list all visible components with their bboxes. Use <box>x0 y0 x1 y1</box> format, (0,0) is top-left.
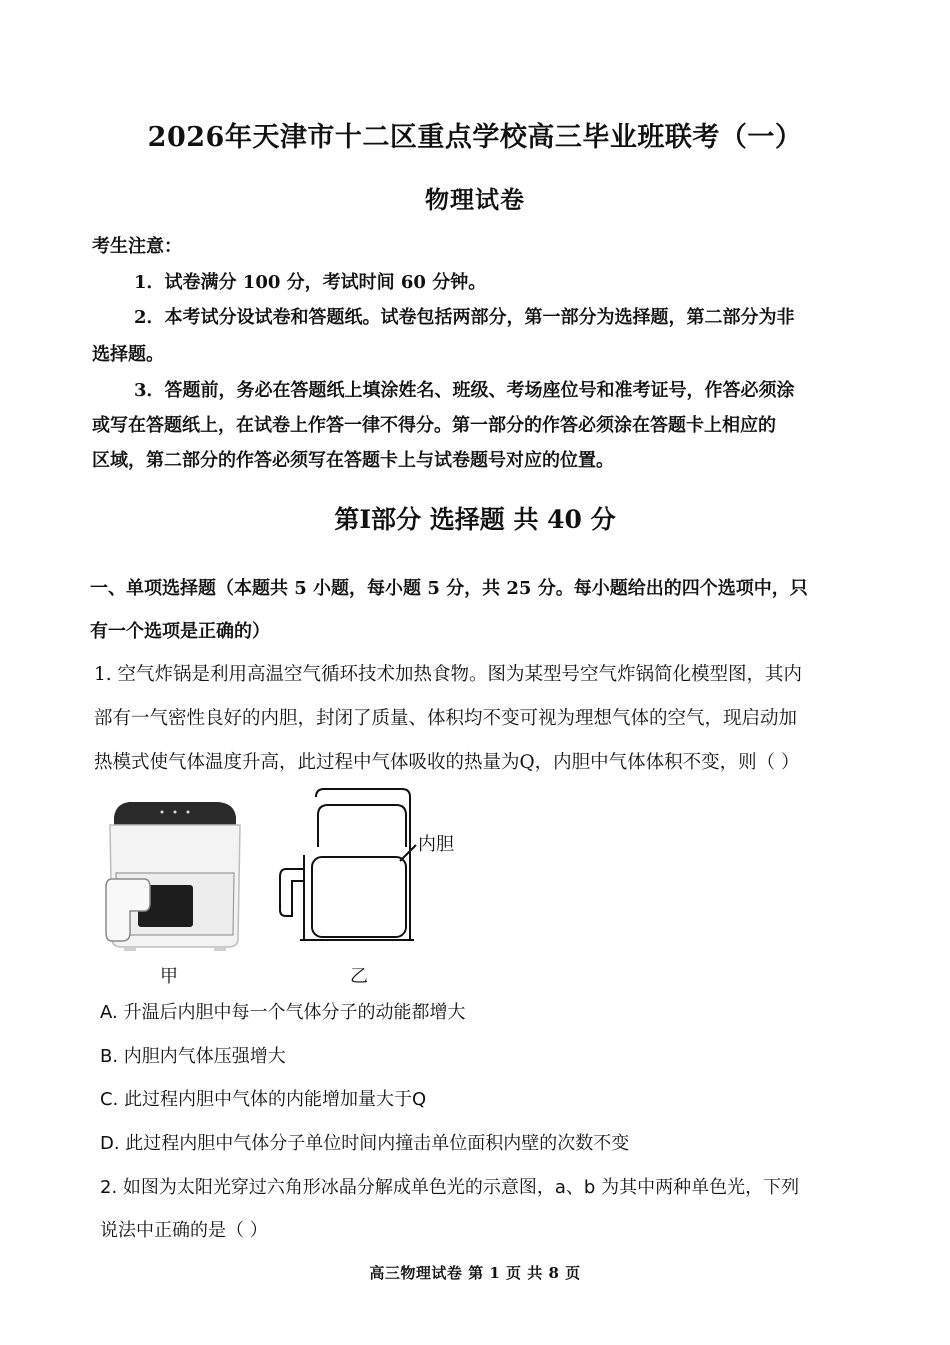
part-heading-line-1: 一、单项选择题（本题共 5 小题，每小题 5 分，共 25 分。每小题给出的四个选项中，只 <box>90 578 808 599</box>
q1-line-3: 热模式使气体温度升高，此过程中气体吸收的热量为Q，内胆中气体体积不变，则（ ） <box>94 752 800 773</box>
notice-line-5: 或写在答题纸上，在试卷上作答一律不得分。第一部分的作答必须涂在答题卡上相应的 <box>92 415 776 436</box>
air-fryer-photo <box>100 795 250 955</box>
notice-line-1: 1．试卷满分 100 分，考试时间 60 分钟。 <box>134 272 487 293</box>
figure-label-yi: 乙 <box>350 966 368 987</box>
exam-title: 2026年天津市十二区重点学校高三毕业班联考（一） <box>147 122 803 153</box>
q1-line-1: 1. 空气炸锅是利用高温空气循环技术加热食物。图为某型号空气炸锅简化模型图，其内 <box>94 664 803 685</box>
notice-heading: 考生注意： <box>92 236 182 257</box>
q2-line-1: 2. 如图为太阳光穿过六角形冰晶分解成单色光的示意图，a、b 为其中两种单色光，下列 <box>100 1177 800 1198</box>
notice-line-4: 3．答题前，务必在答题纸上填涂姓名、班级、考场座位号和准考证号，作答必须涂 <box>134 380 795 401</box>
air-fryer-model-diagram <box>278 785 460 960</box>
figure-label-jia: 甲 <box>160 966 178 987</box>
q2-line-2: 说法中正确的是（ ） <box>100 1220 268 1241</box>
notice-line-2: 2．本考试分设试卷和答题纸。试卷包括两部分，第一部分为选择题，第二部分为非 <box>134 307 795 328</box>
page-footer: 高三物理试卷 第 1 页 共 8 页 <box>369 1264 581 1282</box>
q1-option-a: A. 升温后内胆中每一个气体分子的动能都增大 <box>100 1002 466 1023</box>
exam-subtitle: 物理试卷 <box>425 185 525 214</box>
part-heading-line-2: 有一个选项是正确的） <box>90 621 270 642</box>
notice-line-3: 选择题。 <box>92 344 164 365</box>
q1-option-d: D. 此过程内胆中气体分子单位时间内撞击单位面积内壁的次数不变 <box>100 1133 630 1154</box>
section-title: 第Ⅰ部分 选择题 共 40 分 <box>334 505 616 534</box>
inner-tank-label: 内胆 <box>418 834 454 855</box>
q1-line-2: 部有一气密性良好的内胆，封闭了质量、体积均不变可视为理想气体的空气，现启动加 <box>94 708 798 729</box>
q1-option-c: C. 此过程内胆中气体的内能增加量大于Q <box>100 1089 427 1110</box>
notice-line-6: 区域，第二部分的作答必须写在答题卡上与试卷题号对应的位置。 <box>92 450 614 471</box>
q1-option-b: B. 内胆内气体压强增大 <box>100 1046 286 1067</box>
